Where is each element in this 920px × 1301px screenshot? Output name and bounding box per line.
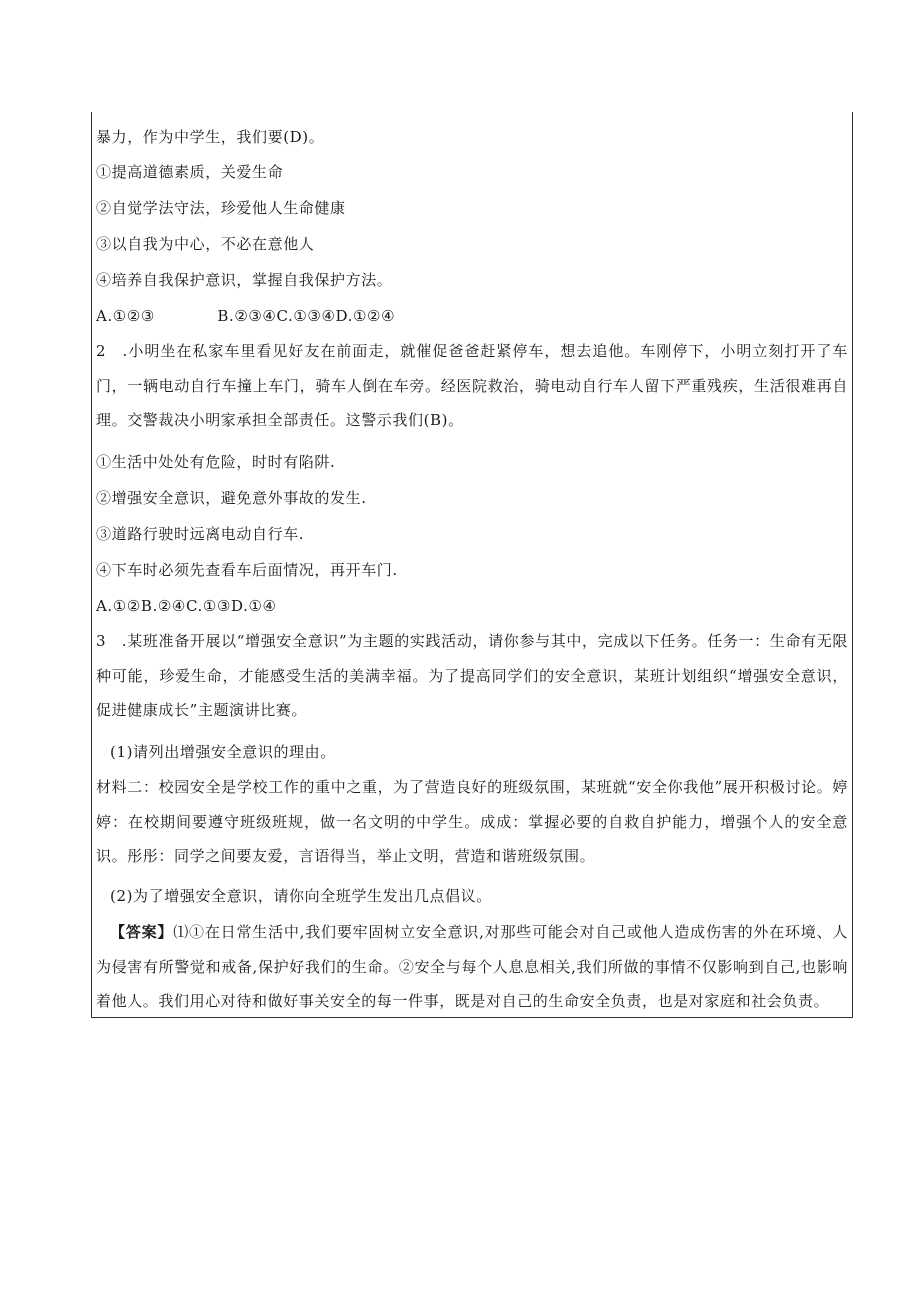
q1-stem-tail: 暴力，作为中学生，我们要(D)。 [96, 128, 325, 146]
q2-option-4: ④下车时必须先查看车后面情况，再开车门. [96, 561, 398, 579]
q1-option-4: ④培养自我保护意识，掌握自我保护方法。 [96, 271, 393, 289]
q3-material: 材料二：校园安全是学校工作的重中之重，为了营造良好的班级氛围，某班就“安全你我他”展开积极讨论。婷婷：在校期间要遵守班级班规，做一名文明的中学生。成成：掌握必要的自救自护能力，增强个人的安全意识。彤彤：同学之间要友爱，言语得当，举止文明，营造和谐班级氛围。 [96, 778, 848, 865]
q1-option-3: ③以自我为中心，不必在意他人 [96, 235, 315, 253]
answer-text: ⑴①在日常生活中,我们要牢固树立安全意识,对那些可能会对自己或他人造成伤害的外在环境、人为侵害有所警觉和戒备,保护好我们的生命。②安全与每个人息息相关,我们所做的事情不仅影响到自己,也影响着他人。我们用心对待和做好事关安全的每一件事，既是对自己的生命安全负责，也是对家庭和社会负责。 [96, 923, 848, 1010]
q2-option-3: ③道路行驶时远离电动自行车. [96, 525, 305, 543]
q1-option-2: ②自觉学法守法，珍爱他人生命健康 [96, 199, 346, 217]
q3-sub-question-2: (2)为了增强安全意识，请你向全班学生发出几点倡议。 [110, 887, 492, 905]
q3-stem: 3 .某班准备开展以“增强安全意识”为主题的实践活动，请你参与其中，完成以下任务。任务一：生命有无限种可能，珍爱生命，才能感受生活的美满幸福。为了提高同学们的安全意识，某班计划组织“增强安全意识，促进健康成长”主题演讲比赛。 [96, 632, 848, 719]
q1-option-1: ①提高道德素质，关爱生命 [96, 163, 284, 181]
q1-choices: A.①②③ B.②③④C.①③④D.①②④ [96, 307, 396, 325]
q2-stem: 2 .小明坐在私家车里看见好友在前面走，就催促爸爸赶紧停车，想去追他。车刚停下，小明立刻打开了车门，一辆电动自行车撞上车门，骑车人倒在车旁。经医院救治，骑电动自行车人留下严重残疾，生活很难再自理。交警裁决小明家承担全部责任。这警示我们(B)。 [96, 342, 848, 429]
q2-choices: A.①②B.②④C.①③D.①④ [96, 597, 277, 615]
answer-label: 【答案】 [110, 923, 174, 941]
q2-option-1: ①生活中处处有危险，时时有陷阱. [96, 453, 336, 471]
q3-sub-question-1: (1)请列出增强安全意识的理由。 [110, 743, 336, 761]
q3-answer [96, 915, 848, 1019]
q2-option-2: ②增强安全意识，避免意外事故的发生. [96, 489, 367, 507]
